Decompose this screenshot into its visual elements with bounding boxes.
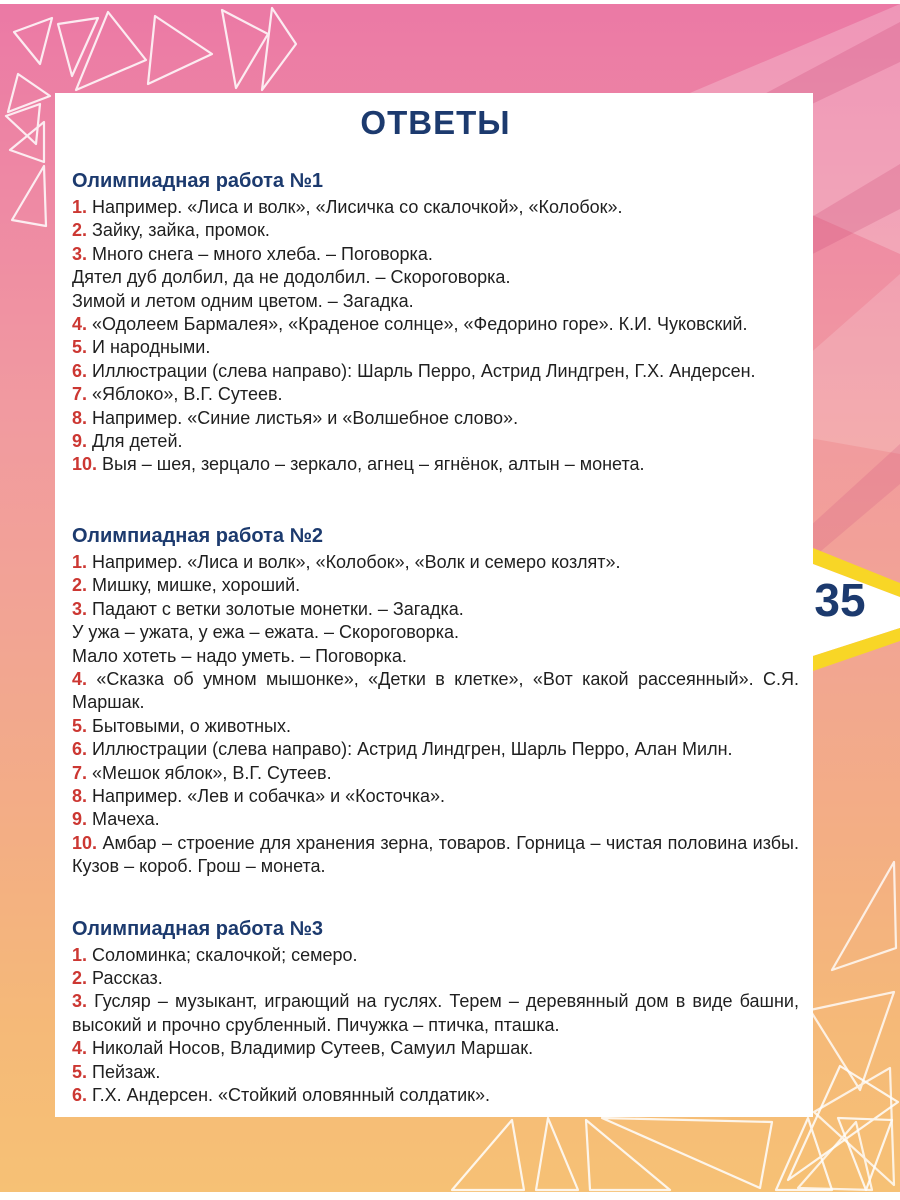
answer-item: 8. Например. «Синие листья» и «Волшебное слово». (72, 407, 519, 428)
item-number: 3. (72, 598, 88, 619)
item-number: 4. (72, 314, 88, 335)
item-number: 9. (72, 809, 88, 830)
section-heading: Олимпиадная работа №1 (72, 170, 324, 192)
page-number: 35 (814, 574, 866, 626)
item-number: 2. (72, 575, 88, 596)
answer-item: 6. Иллюстрации (слева направо): Шарль Перро, Астрид Линдгрен, Г.Х. Андерсен. (72, 360, 756, 381)
item-number: 1. (72, 944, 88, 965)
answer-item: 2. Рассказ. (72, 967, 163, 988)
answer-item: 8. Например. «Лев и собачка» и «Косточка». (72, 785, 445, 806)
answer-item: 5. Бытовыми, о животных. (72, 715, 291, 736)
item-number: 7. (72, 384, 88, 405)
item-number: 6. (72, 360, 88, 381)
answer-item: 7. «Мешок яблок», В.Г. Сутеев. (72, 762, 332, 783)
section-heading: Олимпиадная работа №2 (72, 524, 324, 547)
answer-item: 9. Мачеха. (72, 809, 160, 830)
item-number: 8. (72, 785, 88, 806)
answer-item: 5. И народными. (72, 337, 211, 358)
answers-card (55, 93, 813, 1117)
answer-item: 4. «Сказка об умном мышонке», «Детки в клетке», «Вот какой рассеянный». С.Я. Маршак. (72, 668, 799, 713)
item-number: 9. (72, 431, 88, 452)
answer-item: Зимой и летом одним цветом. – Загадка. (72, 290, 414, 311)
answer-item: 3. Много снега – много хлеба. – Поговорка. (72, 243, 433, 264)
answer-item: У ужа – ужата, у ежа – ежата. – Скороговорка. (72, 622, 459, 643)
answer-item: 7. «Яблоко», В.Г. Сутеев. (72, 384, 283, 405)
item-number: 1. (72, 551, 88, 572)
item-number: 3. (72, 991, 88, 1012)
answer-item: 9. Для детей. (72, 431, 183, 452)
answer-item: 10. Амбар – строение для хранения зерна, товаров. Горница – чистая половина избы. Кузов – короб. Грош – монета. (72, 832, 799, 877)
answer-item: 5. Пейзаж. (72, 1061, 161, 1082)
item-number: 3. (72, 243, 88, 264)
item-number: 2. (72, 220, 88, 241)
answer-item: 2. Мишку, мишке, хороший. (72, 575, 301, 596)
answer-item: 6. Г.Х. Андерсен. «Стойкий оловянный солдатик». (72, 1085, 491, 1105)
item-number: 4. (72, 668, 88, 689)
answer-section (72, 524, 799, 879)
answer-section (72, 917, 799, 1108)
item-number: 7. (72, 762, 88, 783)
answer-item: 3. Гусляр – музыкант, играющий на гуслях. Терем – деревянный дом в виде башни, высокий и прочно срубленный. Пичужка – птичка, пташка. (72, 991, 799, 1035)
answer-item: 1. Например. «Лиса и волк», «Лисичка со скалочкой», «Колобок». (72, 197, 623, 217)
answer-item: 4. «Одолеем Бармалея», «Краденое солнце», «Федорино горе». К.И. Чуковский. (72, 314, 748, 335)
answer-item: Мало хотеть – надо уметь. – Поговорка. (72, 645, 407, 666)
section-heading: Олимпиадная работа №3 (72, 917, 324, 940)
item-number: 10. (72, 454, 98, 475)
item-number: 6. (72, 739, 88, 760)
answer-item: 4. Николай Носов, Владимир Сутеев, Самуил Маршак. (72, 1038, 534, 1059)
answer-item: 1. Соломинка; скалочкой; семеро. (72, 944, 358, 965)
answer-item: 2. Зайку, зайка, промок. (72, 220, 270, 241)
item-number: 4. (72, 1038, 88, 1059)
answer-item: 3. Падают с ветки золотые монетки. – Загадка. (72, 598, 464, 619)
answer-section (72, 169, 799, 477)
item-number: 6. (72, 1085, 88, 1105)
answer-item: 6. Иллюстрации (слева направо): Астрид Линдгрен, Шарль Перро, Алан Милн. (72, 739, 733, 760)
item-number: 2. (72, 967, 88, 988)
answers-sections (72, 169, 799, 1107)
page-title: ОТВЕТЫ (360, 104, 511, 141)
answer-item: 1. Например. «Лиса и волк», «Колобок», «Волк и семеро козлят». (72, 551, 621, 572)
item-number: 5. (72, 715, 88, 736)
item-number: 5. (72, 337, 88, 358)
page-number-badge (813, 538, 900, 678)
item-number: 1. (72, 197, 88, 217)
item-number: 5. (72, 1061, 88, 1082)
answer-item: Дятел дуб долбил, да не додолбил. – Скороговорка. (72, 267, 511, 288)
item-number: 8. (72, 407, 88, 428)
answer-item: 10. Выя – шея, зерцало – зеркало, агнец – ягнёнок, алтын – монета. (72, 454, 645, 475)
item-number: 10. (72, 832, 98, 853)
